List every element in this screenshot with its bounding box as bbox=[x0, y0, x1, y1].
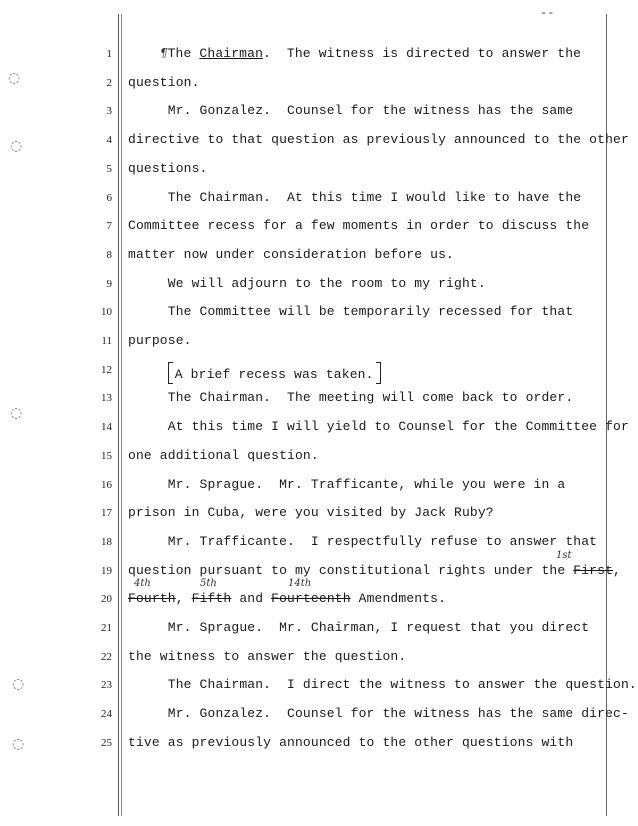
struck-word: Fourth bbox=[128, 591, 176, 606]
header-mark: -- bbox=[540, 6, 555, 20]
line-text: The Committee will be temporarily recessed for that bbox=[128, 304, 574, 319]
line-text: Amendments. bbox=[350, 591, 447, 606]
line-number: 17 bbox=[101, 507, 112, 519]
line-number: 19 bbox=[101, 565, 112, 577]
line-number: 2 bbox=[106, 77, 112, 89]
line-number: 12 bbox=[101, 364, 112, 376]
transcript-line bbox=[128, 161, 208, 176]
transcript-line bbox=[128, 563, 621, 578]
transcript-line bbox=[128, 247, 454, 262]
line-number: 6 bbox=[106, 192, 112, 204]
paragraph-mark: ¶ bbox=[159, 46, 168, 60]
transcript-line bbox=[128, 362, 381, 384]
transcript-line bbox=[128, 103, 573, 118]
line-text: Mr. Gonzalez. Counsel for the witness has the same bbox=[128, 103, 574, 118]
handwritten-correction: 1st bbox=[556, 550, 572, 561]
bracket-left bbox=[168, 362, 173, 384]
transcript-line bbox=[128, 706, 629, 721]
transcript-line bbox=[128, 304, 573, 319]
line-number: 4 bbox=[106, 134, 112, 146]
transcript-line bbox=[128, 419, 629, 434]
struck-word: Fourteenth bbox=[271, 591, 351, 606]
line-text: questions. bbox=[128, 161, 208, 176]
line-text: We will adjourn to the room to my right. bbox=[128, 276, 486, 291]
line-text: At this time I will yield to Counsel for the Committee for bbox=[128, 419, 629, 434]
line-text: Committee recess for a few moments in order to discuss the bbox=[128, 218, 590, 233]
transcript-line bbox=[128, 276, 486, 291]
recess-note: A brief recess was taken. bbox=[174, 367, 374, 382]
transcript-line bbox=[128, 620, 589, 635]
line-number: 24 bbox=[101, 708, 112, 720]
line-text: The bbox=[167, 46, 200, 61]
transcript-line bbox=[128, 218, 589, 233]
line-text: Mr. Trafficante. I respectfully refuse to answer that bbox=[128, 534, 598, 549]
line-text: tive as previously announced to the other questions with bbox=[128, 735, 574, 750]
line-number: 13 bbox=[101, 392, 112, 404]
line-number: 20 bbox=[101, 593, 112, 605]
line-text: , bbox=[175, 591, 192, 606]
hole-punch-mark: ◌ bbox=[12, 676, 25, 692]
transcript-line bbox=[128, 75, 200, 90]
line-number: 25 bbox=[101, 737, 112, 749]
transcript-line bbox=[128, 390, 573, 405]
line-text: and bbox=[231, 591, 272, 606]
handwritten-correction: 5th bbox=[200, 578, 217, 589]
transcript-line bbox=[128, 677, 637, 692]
transcript-line bbox=[128, 448, 319, 463]
transcript-line bbox=[128, 477, 565, 492]
line-text: The Chairman. The meeting will come back to order. bbox=[128, 390, 574, 405]
line-number: 8 bbox=[106, 249, 112, 261]
line-text: The Chairman. At this time I would like to have the bbox=[128, 190, 582, 205]
line-number: 23 bbox=[101, 679, 112, 691]
speaker-name: Chairman bbox=[199, 46, 264, 61]
transcript-line bbox=[128, 534, 597, 549]
line-number: 14 bbox=[101, 421, 112, 433]
bracket-right bbox=[376, 362, 381, 384]
line-text: directive to that question as previously announced to the other bbox=[128, 132, 629, 147]
line-text: Mr. Sprague. Mr. Trafficante, while you were in a bbox=[128, 477, 566, 492]
left-margin-rule-inner bbox=[121, 14, 122, 816]
line-text: matter now under consideration before us. bbox=[128, 247, 455, 262]
line-number: 22 bbox=[101, 651, 112, 663]
handwritten-correction: 4th bbox=[134, 578, 151, 589]
line-number: 7 bbox=[106, 220, 112, 232]
line-number: 21 bbox=[101, 622, 112, 634]
line-text: prison in Cuba, were you visited by Jack Ruby? bbox=[128, 505, 494, 520]
line-text: the witness to answer the question. bbox=[128, 649, 407, 664]
indent bbox=[128, 46, 160, 61]
line-text: one additional question. bbox=[128, 448, 319, 463]
struck-word: First bbox=[573, 563, 614, 578]
line-text: , bbox=[613, 563, 621, 578]
line-text: Mr. Gonzalez. Counsel for the witness has the same direc- bbox=[128, 706, 629, 721]
transcript-line bbox=[128, 591, 446, 606]
transcript-line bbox=[128, 735, 573, 750]
line-number: 1 bbox=[106, 48, 112, 60]
transcript-line bbox=[128, 649, 406, 664]
handwritten-correction: 14th bbox=[288, 578, 312, 589]
transcript-line bbox=[128, 46, 581, 61]
line-number: 16 bbox=[101, 479, 112, 491]
transcript-line bbox=[128, 333, 192, 348]
line-number: 5 bbox=[106, 163, 112, 175]
line-number: 9 bbox=[106, 278, 112, 290]
line-number: 18 bbox=[101, 536, 112, 548]
line-text: question pursuant to my constitutional rights under the bbox=[128, 563, 574, 578]
line-text: Mr. Sprague. Mr. Chairman, I request that you direct bbox=[128, 620, 590, 635]
hole-punch-mark: ◌ bbox=[10, 405, 23, 421]
line-text: . The witness is directed to answer the bbox=[263, 46, 582, 61]
line-text: purpose. bbox=[128, 333, 192, 348]
line-number: 3 bbox=[106, 105, 112, 117]
line-text: question. bbox=[128, 75, 200, 90]
transcript-line bbox=[128, 132, 629, 147]
struck-word: Fifth bbox=[191, 591, 232, 606]
transcript-line bbox=[128, 505, 494, 520]
line-number: 11 bbox=[101, 335, 112, 347]
hole-punch-mark: ◌ bbox=[8, 70, 21, 86]
hole-punch-mark: ◌ bbox=[12, 736, 25, 752]
line-number: 15 bbox=[101, 450, 112, 462]
transcript-line bbox=[128, 190, 581, 205]
line-text: The Chairman. I direct the witness to answer the question. bbox=[128, 677, 637, 692]
line-number: 10 bbox=[101, 306, 112, 318]
hole-punch-mark: ◌ bbox=[10, 138, 23, 154]
indent bbox=[128, 367, 168, 382]
left-margin-rule bbox=[118, 14, 119, 816]
